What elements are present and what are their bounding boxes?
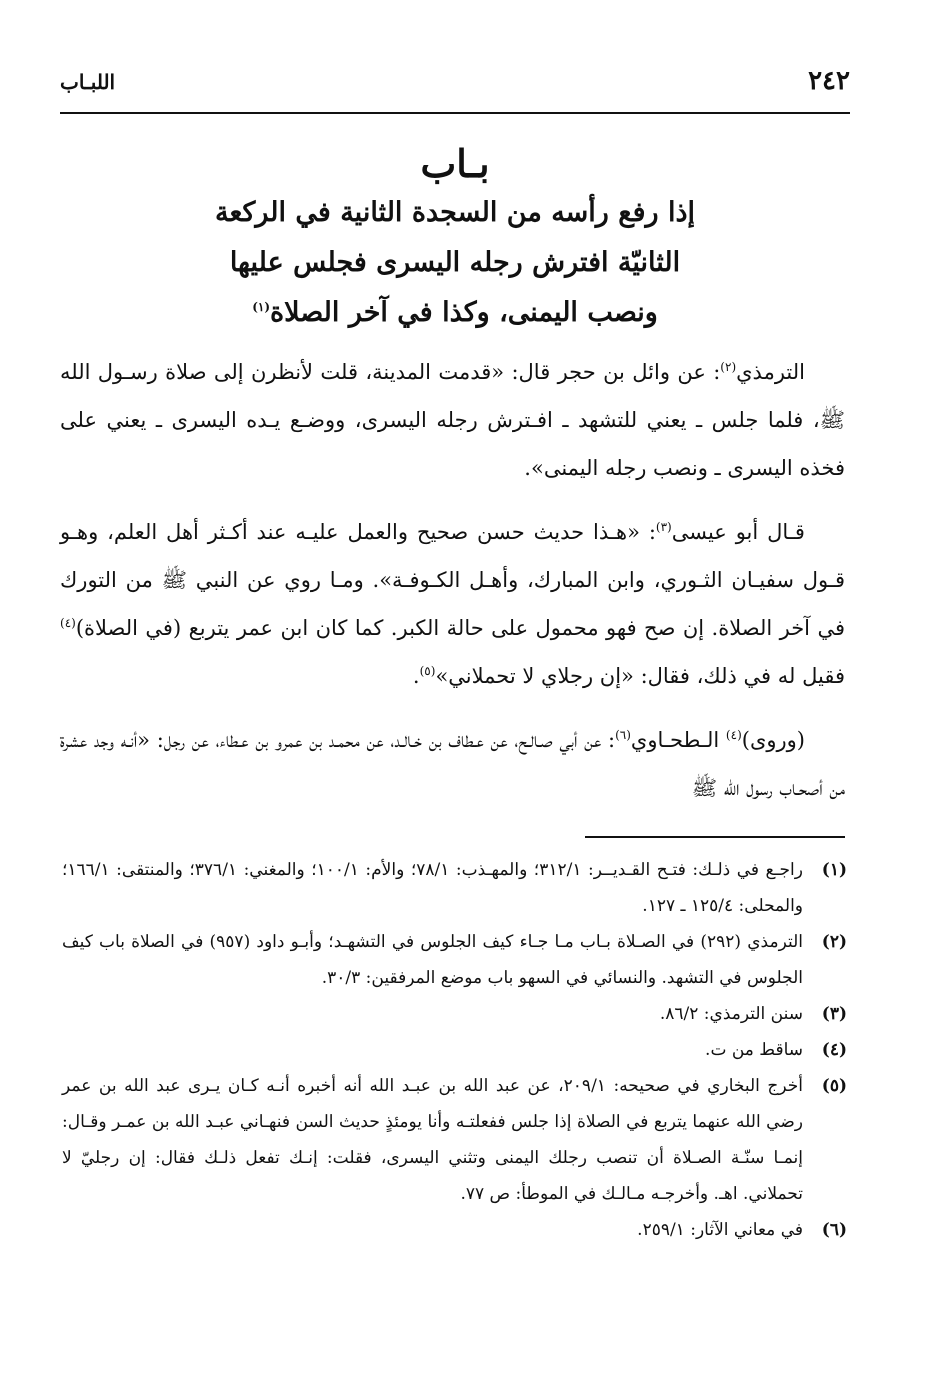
footnote-divider xyxy=(585,836,845,838)
footnote-text: في معاني الآثار: ٢٥٩/١. xyxy=(637,1220,803,1240)
paragraph-2-text-1: : «هـذا حديث حسن صحيح والعمل عليـه عند أكـثر أهل العلم، وهـو قـول سفيـان الثـوري، وابن المبارك، وأهـل الكـوفـة». ومـا روي عن النبي ﷺ من التورك في آخر الصلاة. إن صح فهو محمول على حالة الكبر. كما كان ابن عمر يتربع (في الصلاة) xyxy=(60,520,845,640)
footnote-number: (٢) xyxy=(821,932,847,952)
page-header xyxy=(60,66,850,114)
chapter-label: بـاب xyxy=(420,141,490,186)
main-text xyxy=(60,348,845,828)
paragraph-1-note: (٢) xyxy=(720,360,737,374)
footnote-number: (٣) xyxy=(821,1004,847,1024)
chapter-title-line-2: الثانيّة افترش رجله اليسرى فجلس عليها xyxy=(229,247,681,278)
paragraph-2-note-2: (٤) xyxy=(60,616,76,630)
footnotes xyxy=(62,852,847,1248)
paragraph-1-lead: الترمذي xyxy=(736,360,805,384)
footnote-text: سنن الترمذي: ٨٦/٢. xyxy=(659,1004,803,1024)
footnote-3 xyxy=(62,996,847,1032)
paragraph-3-lead: (وروى) xyxy=(741,728,805,752)
paragraph-3-text-2: : عن أبي صـالـح، عن عـطاف بن خـالـد، عن محمـد بن عمرو بن عـطاء، عن رجل: «أنـه وجد عشرة من أصحـاب رسول الله ﷺ xyxy=(60,728,845,800)
footnote-number: (٥) xyxy=(821,1076,847,1096)
paragraph-1-text: : عن وائل بن حجر قال: «قدمت المدينة، قلت لأنظرن إلى صلاة رسـول الله ﷺ، فلما جلس ـ يعني للتشهد ـ افـترش رجله اليسرى، ووضـع يـده اليسرى ـ يعني على فخذه اليسرى ـ ونصب رجله اليمنى». xyxy=(60,360,845,480)
paragraph-2-note-3: (٥) xyxy=(419,664,436,678)
chapter-heading xyxy=(60,140,850,338)
paragraph-2-text-2: فقيل له في ذلك، فقال: «إن رجلاي لا تحملاني» xyxy=(435,664,845,688)
footnote-6 xyxy=(62,1212,847,1248)
paragraph-2-lead: قـال أبو عيسى xyxy=(671,520,805,544)
chapter-title-line-3-text: ونصب اليمنى، وكذا في آخر الصلاة xyxy=(270,297,658,328)
footnote-5 xyxy=(62,1068,847,1212)
paragraph-2-note-1: (٣) xyxy=(655,520,672,534)
paragraph-3-note-2: (٦) xyxy=(615,728,631,742)
footnote-number: (٤) xyxy=(821,1040,847,1060)
chapter-title-line-1: إذا رفع رأسه من السجدة الثانية في الركعة xyxy=(215,197,695,228)
footnote-4 xyxy=(62,1032,847,1068)
footnote-1 xyxy=(62,852,847,924)
chapter-title-line-3 xyxy=(60,288,850,338)
footnote-number: (٦) xyxy=(821,1220,847,1240)
chapter-title-note: (١) xyxy=(252,300,271,314)
footnote-text: ساقط من ت. xyxy=(705,1040,803,1060)
paragraph-3-text-1: الـطحـاوي xyxy=(630,728,726,752)
paragraph-3 xyxy=(60,716,845,812)
footnote-number: (١) xyxy=(821,860,847,880)
footnote-text: راجـع في ذلـك: فتـح القـديــر: ٣١٢/١؛ والمهـذب: ٧٨/١؛ والأم: ١٠٠/١؛ والمغني: ٣٧٦/١؛ والمنتقى: ١٦٦/١؛ والمحلى: ١٢٥/٤ ـ ١٢٧. xyxy=(62,860,803,916)
running-title: اللبـاب xyxy=(60,70,116,94)
paragraph-2 xyxy=(60,508,845,700)
paragraph-2-text-3: . xyxy=(412,664,420,688)
paragraph-3-note-1: (٤) xyxy=(725,728,742,742)
paragraph-1 xyxy=(60,348,845,492)
page-number: ٢٤٢ xyxy=(808,66,850,96)
footnote-2 xyxy=(62,924,847,996)
footnote-text: الترمذي (٢٩٢) في الصـلاة بـاب مـا جـاء كيف الجلوس في التشهـد؛ وأبـو داود (٩٥٧) في الصلاة باب كيف الجلوس في التشهد. والنسائي في السهو باب موضع المرفقين: ٣٠/٣. xyxy=(62,932,803,988)
footnote-text: أخرج البخاري في صحيحه: ٢٠٩/١، عن عبد الله بن عبـد الله أنه أخبره أنـه كـان يـرى عبد الله بن عمر رضي الله عنهما يتربع في الصلاة إذا جلس ففعلتـه وأنا يومئذٍ حديث السن فنهـاني عبـد الله بن عمـر وقـال: إنمـا سنّـة الصـلاة أن تنصب رجلك اليمنى وتثني اليسرى، فقلت: إنـك تفعل ذلـك فقال: إن رجليّ لا تحملاني. اهـ. وأخرجـه مـالـك في الموطأ: ص ٧٧. xyxy=(62,1076,804,1204)
